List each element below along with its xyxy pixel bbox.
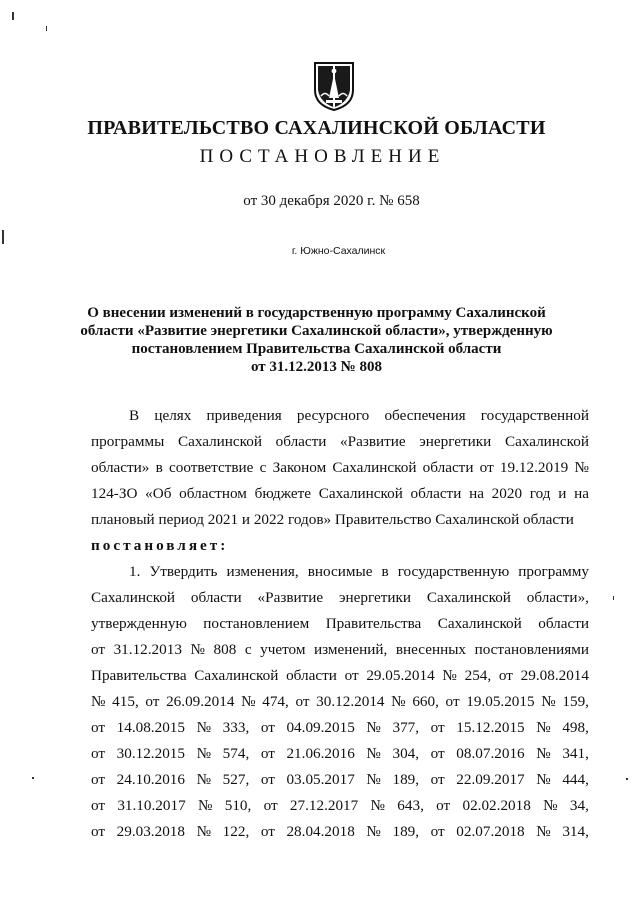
decision-word: 643, xyxy=(397,797,424,814)
document-city: г. Южно-Сахалинск xyxy=(291,245,386,257)
decision-word: 1. xyxy=(129,563,141,580)
subject-line: постановлением Правительства Сахалинской области xyxy=(131,341,502,357)
document-type: ПОСТАНОВЛЕНИЕ xyxy=(199,146,446,167)
decision-word: 660, xyxy=(412,693,439,710)
decision-word: 30.12.2014 xyxy=(316,693,385,710)
decision-text-line xyxy=(91,559,589,585)
decision-word: 31.10.2017 xyxy=(117,797,186,814)
decision-word: «Развитие xyxy=(257,589,324,606)
decision-word: № xyxy=(366,745,381,762)
decision-word: учетом xyxy=(260,641,306,658)
decision-word: 31.12.2013 xyxy=(113,641,182,658)
decision-word: 254, xyxy=(464,667,492,684)
scan-speck xyxy=(12,12,14,20)
decision-word: от xyxy=(344,667,359,684)
decision-word: № xyxy=(541,693,556,710)
decree-word: постановляет: xyxy=(91,537,229,554)
decision-word: № xyxy=(196,719,212,736)
decision-word: 14.08.2015 xyxy=(116,719,185,736)
subject-line: области «Развитие энергетики Сахалинской области», утвержденную xyxy=(80,323,553,339)
decision-word: от xyxy=(260,771,275,788)
scan-speck xyxy=(46,26,47,31)
decision-text-line xyxy=(91,611,589,637)
decision-word: 333, xyxy=(222,719,250,736)
decision-word: 29.05.2014 xyxy=(366,667,435,684)
decision-word: 22.09.2017 xyxy=(456,771,525,788)
scan-speck xyxy=(613,596,614,600)
decision-word: области xyxy=(286,667,337,684)
scan-speck xyxy=(32,777,34,779)
decision-word: 24.10.2016 xyxy=(116,771,185,788)
decision-word: от xyxy=(91,823,106,840)
decision-word: № xyxy=(536,823,551,840)
decision-word: от xyxy=(91,641,106,658)
decision-text-line xyxy=(91,637,589,663)
decision-word: № xyxy=(91,693,106,710)
decision-word: № xyxy=(391,693,406,710)
decision-text-line xyxy=(91,767,589,793)
decision-text-line xyxy=(91,715,589,741)
scan-speck xyxy=(626,778,628,780)
decision-word: от xyxy=(91,797,106,814)
decision-word: Сахалинской xyxy=(437,615,522,632)
decision-word: области xyxy=(190,589,242,606)
decision-word: утвержденную xyxy=(91,615,187,632)
decision-word: Сахалинской xyxy=(91,589,176,606)
decision-word: 29.03.2018 xyxy=(116,823,185,840)
decision-word: № xyxy=(241,693,256,710)
decision-word: № xyxy=(366,823,381,840)
decision-word: 122, xyxy=(222,823,250,840)
decision-word: 03.05.2017 xyxy=(286,771,355,788)
decision-word: 28.04.2018 xyxy=(286,823,355,840)
decision-word: № xyxy=(536,745,551,762)
preamble-text: В целях приведения ресурсного обеспечения государственной программы Сахалинской области «Развитие энергетики Сахалинской области» в соответствие с Законом Сахалинской области от 19.12.2019 № 124-ЗО «Об областном бюджете Сахалинской области на 2020 год и на плановый период 2021 и 2022 годов» Правительство Сахалинской области xyxy=(91,407,589,528)
decision-word: Правительства xyxy=(91,667,187,684)
decision-word: 574, xyxy=(222,745,250,762)
government-title: ПРАВИТЕЛЬСТВО САХАЛИНСКОЙ ОБЛАСТИ xyxy=(87,117,546,139)
decision-word: с xyxy=(244,641,252,658)
decision-word: 444, xyxy=(562,771,589,788)
decision-word: программу xyxy=(518,563,589,580)
decision-word: 527, xyxy=(222,771,250,788)
decision-word: области», xyxy=(526,589,589,606)
decision-word: 304, xyxy=(392,745,420,762)
document-subject xyxy=(60,304,573,376)
decision-word: государственную xyxy=(397,563,510,580)
decision-word: 159, xyxy=(562,693,589,710)
decision-word: Сахалинской xyxy=(426,589,511,606)
decision-word: Сахалинской xyxy=(194,667,279,684)
decision-word: 377, xyxy=(392,719,420,736)
decision-word: от xyxy=(91,745,106,762)
decision-word: 02.02.2018 xyxy=(462,797,531,814)
decision-word: от xyxy=(436,797,451,814)
subject-line: О внесении изменений в государственную программу Сахалинской xyxy=(87,305,546,321)
decision-text-line xyxy=(91,689,589,715)
decision-word: Правительства xyxy=(325,615,422,632)
decision-word: 27.12.2017 xyxy=(289,797,359,814)
decision-word: 341, xyxy=(562,745,589,762)
decision-text-line xyxy=(91,663,589,689)
decision-word: 474, xyxy=(262,693,289,710)
scan-speck xyxy=(2,230,4,244)
decision-word: № xyxy=(196,745,212,762)
decision-word: № xyxy=(197,797,213,814)
coat-of-arms-icon xyxy=(312,60,356,112)
decision-word: № xyxy=(442,667,457,684)
decision-word: № xyxy=(536,771,551,788)
decision-word: от xyxy=(445,693,460,710)
decision-word: № xyxy=(370,797,386,814)
decision-word: № xyxy=(196,771,212,788)
decision-word: 415, xyxy=(112,693,139,710)
decision-word: 29.08.2014 xyxy=(520,667,589,684)
document-date-number: от 30 декабря 2020 г. № 658 xyxy=(243,193,420,209)
decision-word: внесенных xyxy=(395,641,467,658)
decision-word: 498, xyxy=(562,719,589,736)
decision-word: 19.05.2015 xyxy=(466,693,535,710)
decision-word: 189, xyxy=(392,823,420,840)
decision-word: от xyxy=(145,693,160,710)
decision-word: 08.07.2016 xyxy=(456,745,525,762)
decision-word: от xyxy=(260,719,275,736)
decision-word: от xyxy=(430,745,445,762)
decision-word: постановлением xyxy=(203,615,310,632)
decision-word: от xyxy=(260,823,275,840)
preamble-paragraph xyxy=(91,403,589,559)
decision-word: 21.06.2016 xyxy=(286,745,355,762)
decision-word: изменения, xyxy=(226,563,299,580)
decision-word: № xyxy=(196,823,212,840)
decision-word: № xyxy=(190,641,205,658)
decision-word: от xyxy=(260,745,275,762)
decision-word: Утвердить xyxy=(149,563,218,580)
decision-word: в xyxy=(381,563,389,580)
decision-item-1 xyxy=(91,559,589,845)
decision-text-line xyxy=(91,793,589,819)
decision-word: от xyxy=(430,719,445,736)
decision-word: от xyxy=(295,693,310,710)
decision-text-line xyxy=(91,741,589,767)
decision-text-line xyxy=(91,819,589,845)
decision-word: от xyxy=(263,797,278,814)
decision-word: от xyxy=(430,771,445,788)
decision-word: от xyxy=(91,771,106,788)
decision-word: энергетики xyxy=(339,589,412,606)
subject-line: от 31.12.2013 № 808 xyxy=(251,359,382,375)
decision-word: 314, xyxy=(562,823,589,840)
decision-word: 510, xyxy=(224,797,252,814)
decision-word: 34, xyxy=(569,797,589,814)
decision-word: вносимые xyxy=(307,563,373,580)
decision-word: 30.12.2015 xyxy=(116,745,185,762)
decision-word: № xyxy=(536,719,551,736)
decision-word: от xyxy=(430,823,445,840)
decision-word: 15.12.2015 xyxy=(456,719,525,736)
decision-word: № xyxy=(543,797,558,814)
decision-word: изменений, xyxy=(314,641,388,658)
decision-text-line xyxy=(91,585,589,611)
decision-word: от xyxy=(498,667,513,684)
decision-word: 26.09.2014 xyxy=(166,693,235,710)
decision-word: 189, xyxy=(392,771,420,788)
decision-word: области xyxy=(538,615,589,632)
decision-word: 04.09.2015 xyxy=(286,719,355,736)
decision-word: постановлениями xyxy=(474,641,589,658)
decision-word: 02.07.2018 xyxy=(456,823,525,840)
decision-word: от xyxy=(91,719,106,736)
decision-word: 808 xyxy=(213,641,237,658)
decision-word: № xyxy=(366,771,381,788)
decision-word: № xyxy=(366,719,381,736)
